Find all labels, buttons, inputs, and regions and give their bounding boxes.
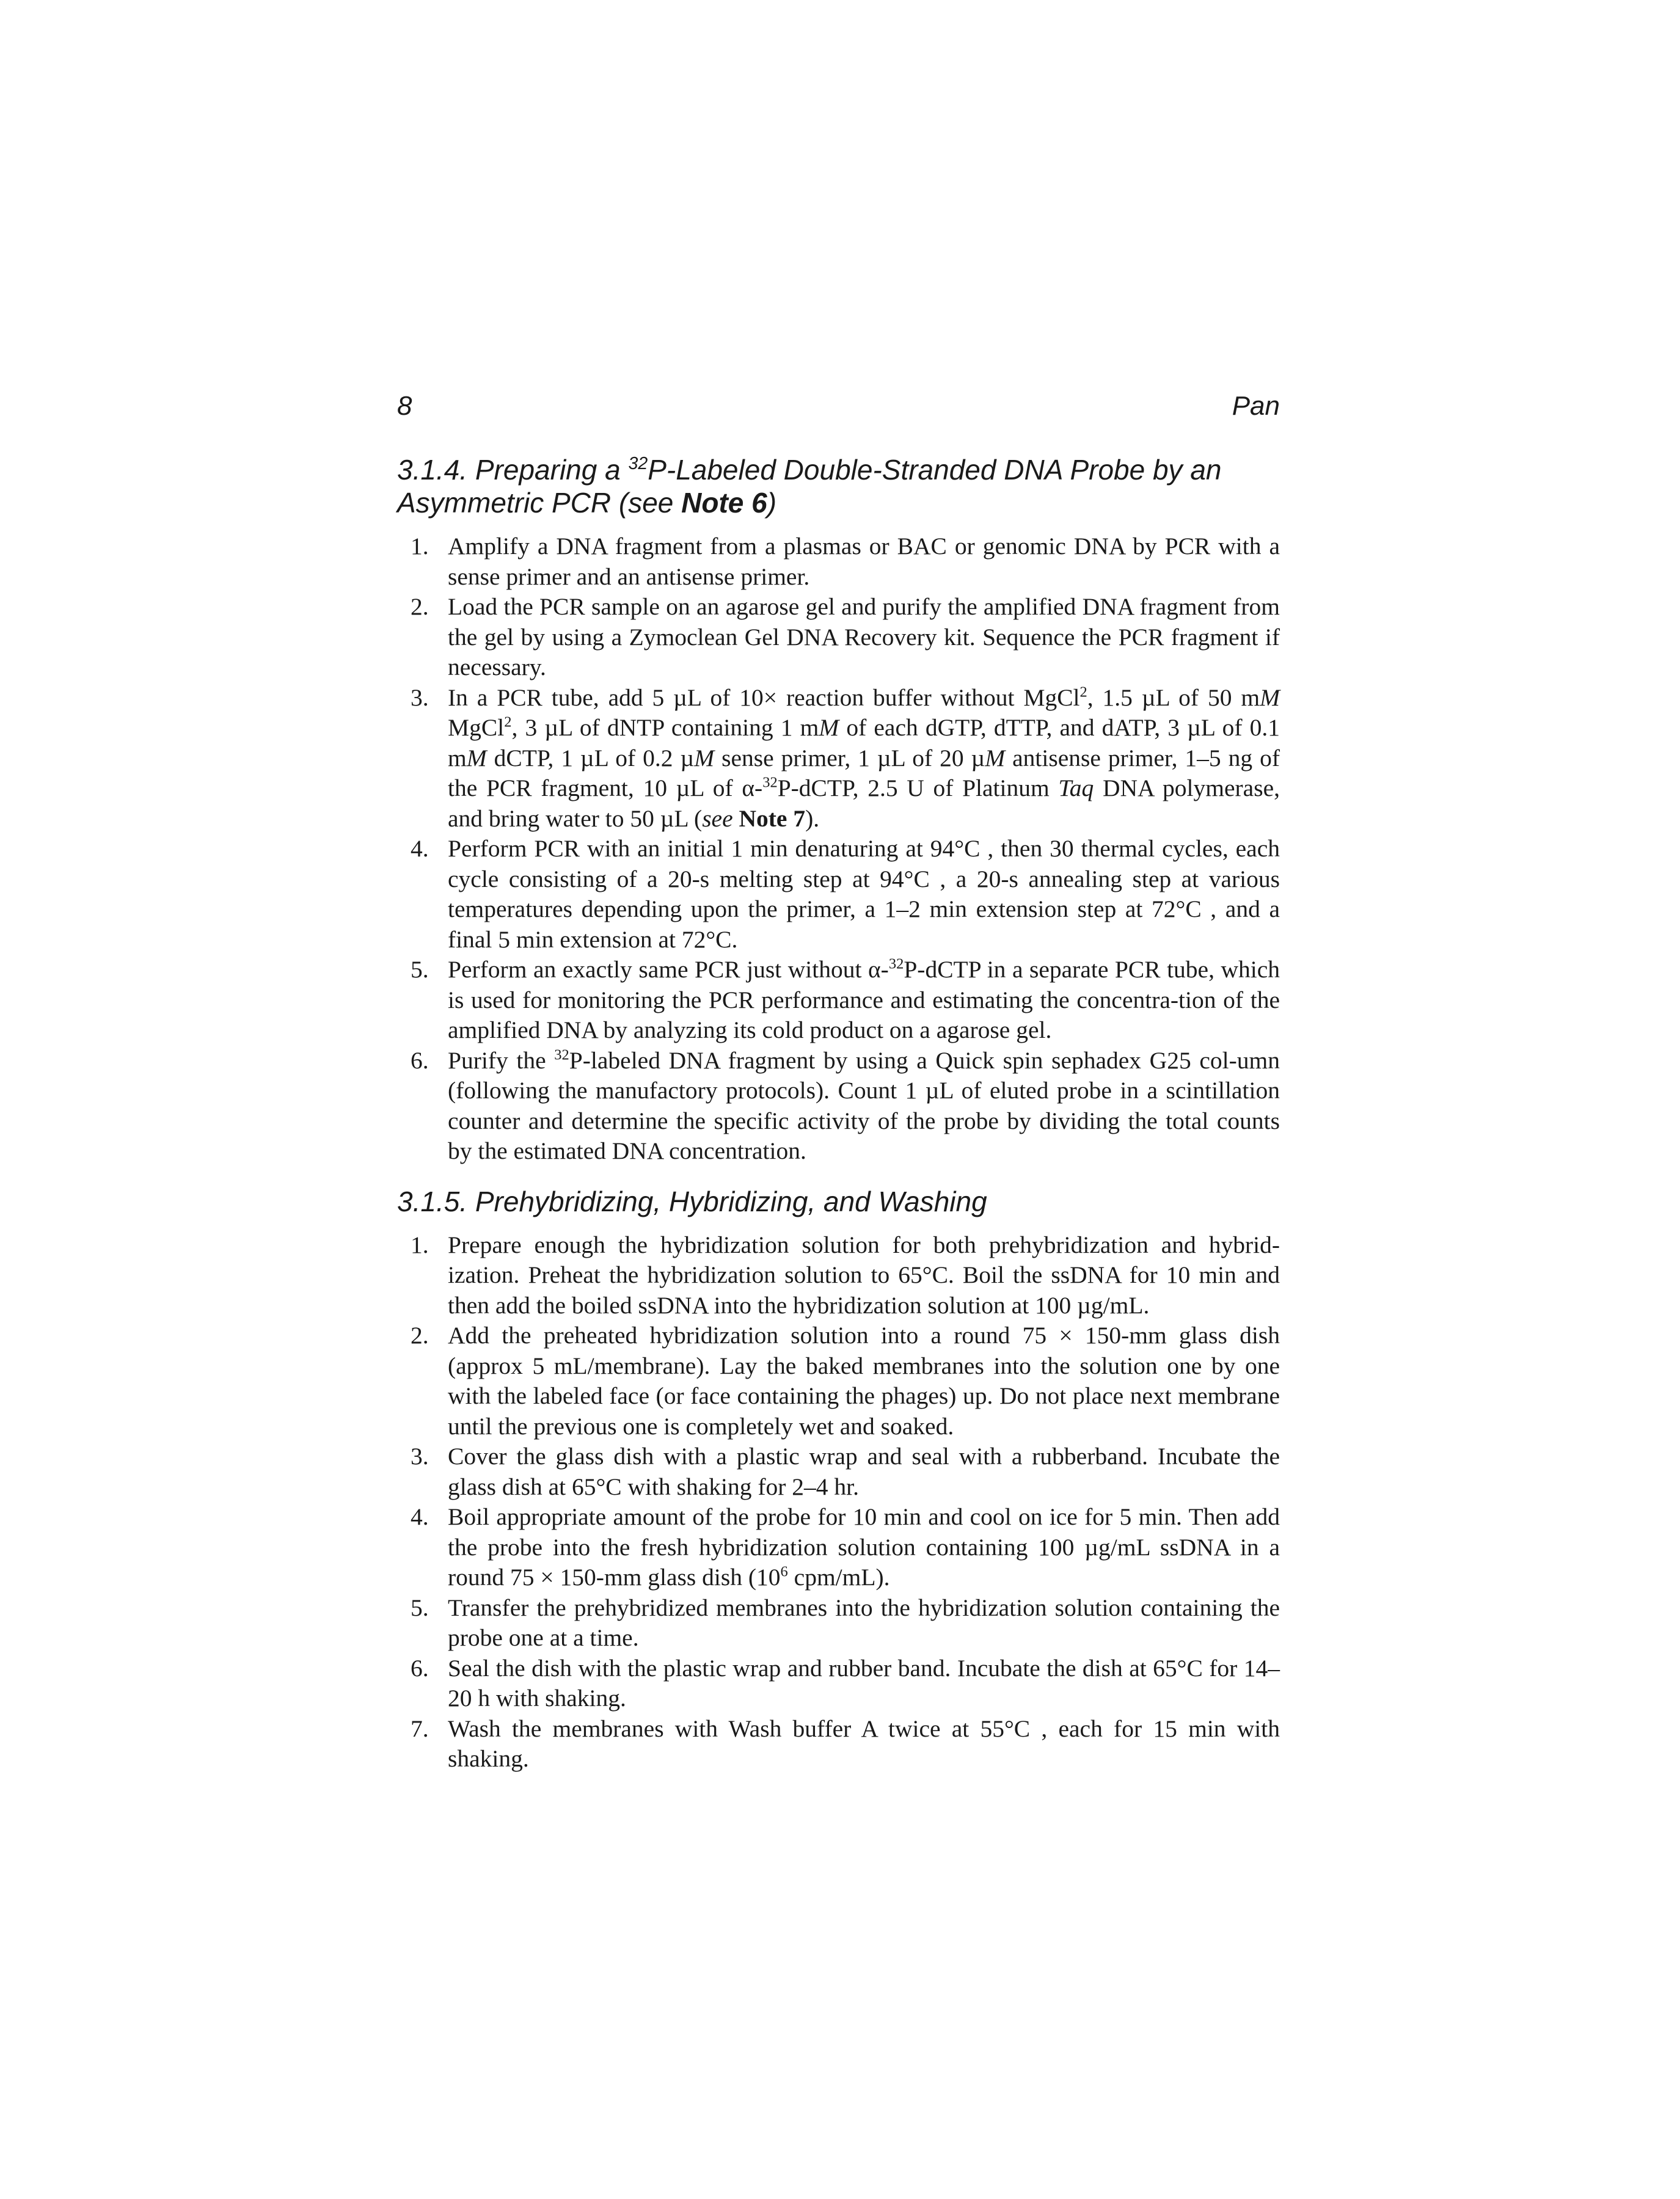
list-item (397, 1321, 1280, 1442)
running-head (397, 391, 1280, 428)
italic-run: see (702, 804, 733, 832)
text-run: Boil appropriate amount of the probe for 10 min and cool on ice for 5 min. Then add the probe into the fresh hybridization solution containing 100 µg/mL ssDNA in a round 75 × 150-mm glass dish (10 (448, 1503, 1280, 1591)
step-list-3-1-5 (397, 1230, 1280, 1774)
document-page (397, 391, 1280, 1774)
list-item (397, 1046, 1280, 1167)
item-text (448, 1503, 1280, 1591)
item-number: 2. (411, 593, 429, 620)
item-text: Seal the dish with the plastic wrap and rubber band. Incubate the dish at 65°C for 14–20 h with shaking. (448, 1654, 1280, 1712)
running-author: Pan (1232, 391, 1280, 421)
list-item (397, 1230, 1280, 1321)
list-item (397, 955, 1280, 1046)
step-list-3-1-4 (397, 531, 1280, 1167)
text-run: cpm/mL). (787, 1564, 890, 1591)
list-item (397, 834, 1280, 955)
text-run: of each dGTP, dTTP, and dATP, 3 µL of 0.1 m (448, 714, 1280, 771)
italic-run: M (819, 714, 839, 741)
list-item (397, 1654, 1280, 1714)
text-run: P-dCTP, 2.5 U of Platinum (777, 775, 1059, 801)
item-text: Add the preheated hybridization solution into a round 75 × 150-mm glass dish (approx 5 mL/membrane). Lay the baked membranes into the solution one by one with the labeled face (or face containing the phages) up. Do not place next membrane until the previous one is completely wet and soaked. (448, 1322, 1280, 1440)
item-number: 5. (411, 1594, 429, 1621)
item-number: 4. (411, 835, 429, 862)
item-text (448, 956, 1280, 1043)
italic-run: M (466, 744, 487, 771)
item-number: 3. (411, 684, 429, 711)
item-number: 6. (411, 1654, 429, 1682)
item-text (448, 684, 1280, 832)
superscript: 32 (554, 1046, 569, 1063)
item-number: 1. (411, 533, 429, 560)
list-item (397, 1593, 1280, 1654)
item-number: 6. (411, 1046, 429, 1074)
text-run: Purify the (448, 1046, 555, 1074)
italic-run: Taq (1058, 775, 1094, 801)
text-run: DNA polymerase, and bring water to 50 µL ( (448, 775, 1280, 832)
heading-text: P-Labeled Double-Stranded DNA Probe by an Asymmetric PCR (see (397, 454, 1222, 519)
list-item (397, 531, 1280, 592)
text-run: antisense primer, 1–5 ng of the PCR fragment, 10 µL of α- (448, 744, 1280, 801)
page-number: 8 (397, 391, 412, 421)
text-run: In a PCR tube, add 5 µL of 10× reaction buffer without MgCl (448, 684, 1080, 711)
superscript: 2 (504, 713, 512, 731)
superscript: 2 (1079, 683, 1087, 700)
text-run: dCTP, 1 µL of 0.2 µ (486, 744, 695, 771)
italic-run: M (694, 744, 715, 771)
section-heading-3-1-4 (397, 453, 1280, 519)
section-heading-3-1-5: 3.1.5. Prehybridizing, Hybridizing, and Washing (397, 1185, 987, 1217)
list-item (397, 683, 1280, 834)
superscript: 32 (888, 955, 904, 972)
text-run: P-labeled DNA fragment by using a Quick spin sephadex G25 col-umn (following the manufactory protocols). Count 1 µL of eluted probe in a scintillation counter and determine the specific activity of the probe by dividing the total counts by the estimated DNA concentration. (448, 1046, 1280, 1164)
superscript: 32 (628, 453, 648, 473)
item-number: 2. (411, 1322, 429, 1349)
item-number: 1. (411, 1231, 429, 1258)
item-text: Load the PCR sample on an agarose gel and purify the amplified DNA fragment from the gel by using a Zymoclean Gel DNA Recovery kit. Sequence the PCR fragment if necessary. (448, 593, 1280, 680)
item-text: Cover the glass dish with a plastic wrap and seal with a rubberband. Incubate the glass dish at 65°C with shaking for 2–4 hr. (448, 1443, 1280, 1500)
item-text (448, 1047, 1280, 1165)
item-number: 5. (411, 956, 429, 983)
item-number: 7. (411, 1715, 429, 1742)
heading-text: ) (767, 487, 777, 519)
list-item (397, 1714, 1280, 1774)
superscript: 6 (780, 1563, 788, 1580)
text-run: , 3 µL of dNTP containing 1 m (511, 714, 819, 741)
heading-text: 3.1.4. Preparing a (397, 454, 629, 486)
item-number: 4. (411, 1503, 429, 1530)
item-number: 3. (411, 1443, 429, 1470)
list-item (397, 592, 1280, 683)
text-run: , 1.5 µL of 50 m (1087, 684, 1260, 711)
text-run: MgCl (448, 714, 505, 741)
item-text: Amplify a DNA fragment from a plasmas or BAC or genomic DNA by PCR with a sense primer and an antisense primer. (448, 533, 1280, 590)
note-reference: Note 6 (681, 487, 767, 519)
item-text: Perform PCR with an initial 1 min denaturing at 94°C , then 30 thermal cycles, each cycle consisting of a 20-s melting step at 94°C , a 20-s annealing step at various temperatures depending upon the primer, a 1–2 min extension step at 72°C , and a final 5 min extension at 72°C. (448, 835, 1280, 953)
text-run: P-dCTP in a separate PCR tube, which is used for monitoring the PCR performance and estimating the concentra-tion of the amplified DNA by analyzing its cold product on a agarose gel. (448, 956, 1280, 1043)
text-run: Perform an exactly same PCR just without α- (448, 956, 889, 983)
item-text: Transfer the prehybridized membranes into the hybridization solution containing the probe one at a time. (448, 1594, 1280, 1651)
text-run: sense primer, 1 µL of 20 µ (714, 744, 985, 771)
note-reference: Note 7 (739, 804, 806, 832)
superscript: 32 (762, 774, 778, 791)
text-run: ). (805, 804, 820, 832)
item-text: Wash the membranes with Wash buffer A twice at 55°C , each for 15 min with shaking. (448, 1715, 1280, 1772)
italic-run: M (1260, 684, 1280, 711)
item-text: Prepare enough the hybridization solution for both prehybridization and hybrid-ization. Preheat the hybridization solution to 65°C. Boil the ssDNA for 10 min and then add the boiled ssDNA into the hybridization solution at 100 µg/mL. (448, 1231, 1280, 1319)
italic-run: M (985, 744, 1006, 771)
list-item (397, 1442, 1280, 1502)
list-item (397, 1502, 1280, 1593)
